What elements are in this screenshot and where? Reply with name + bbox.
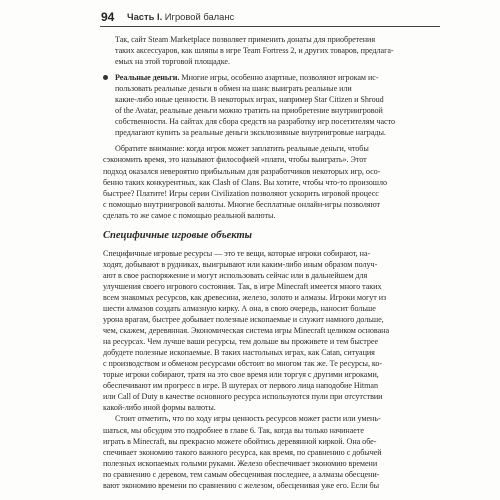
- text-line: Обратите внимание: когда игрок может заплатить реальные деньги, чтобы: [115, 144, 369, 154]
- closing-paragraph: [103, 413, 436, 490]
- section-paragraph: [103, 248, 436, 414]
- intro-paragraph: [103, 34, 436, 67]
- text-line: пользовать реальные деньги в обмен на шанс выиграть реальные или: [115, 84, 352, 94]
- text-line: шаться, мы обсудим это подробнее в главе 6. Так, когда вы только начинаете: [103, 425, 364, 435]
- part-label: Часть I.: [127, 11, 163, 22]
- text-line: бенно таких конкурентных, как Clash of Clans. Вы хотите, чтобы что-то произошло: [103, 177, 387, 187]
- page-number: 94: [101, 10, 115, 24]
- text-line: всем знакомых ресурсов, как древесина, железо, золото и алмазы. Игроки могут из: [103, 292, 387, 302]
- text-line: добудете полезные ископаемые. В таких настольных играх, как Catan, ситуация: [103, 348, 375, 358]
- section-heading: Специфичные игровые объекты: [103, 229, 252, 241]
- text-line: Специфичные игровые ресурсы — это те вещи, которые игроки собирают, на-: [103, 248, 371, 258]
- text-line: на ресурсах. Чем лучше ваши ресурсы, тем дольше вы проживете и тем быстрее: [103, 337, 379, 347]
- text-line: сделать то же самое с помощью реальной валюты.: [103, 210, 276, 220]
- text-line: ходят, добывают в рудниках, выигрывают или каким-либо иным образом получ-: [103, 259, 378, 269]
- text-line: чем, скажем, деревянная. Экономическая система игры Minecraft целиком основана: [103, 326, 390, 336]
- text-line: Так, сайт Steam Marketplace позволяет применить донаты для приобретения: [115, 35, 376, 44]
- text-line: играть в Minecraft, вы прекрасно можете обойтись деревянной киркой. Она обе-: [103, 436, 377, 446]
- text-line: ают в свое распоряжение и могут использовать сейчас или в дальнейшем для: [103, 270, 368, 280]
- page-header: [101, 10, 401, 26]
- text-line: спечивает экономию такого важного ресурса, как время, по сравнению с добычей: [103, 447, 382, 457]
- text-line: урона врагам, быстрее добывает полезные ископаемые и служит намного дольше,: [103, 315, 384, 325]
- text-line: таких аксессуаров, как шляпы в игре Team Fortress 2, и других товаров, предлага-: [115, 46, 394, 56]
- text-line: of the Avatar, реальные деньги можно тратить на приобретение внутриигровой: [115, 106, 383, 116]
- text-line: по сравнению с деревом, тем самым обесценивая последнее, а алмазы обесцени-: [103, 469, 380, 479]
- text-line: обеспечивают им прогресс в игре. В шутерах от первого лица наподобие Hitman: [103, 381, 378, 391]
- text-line: предлагают купить за реальные деньги эксклюзивные внутриигровые награды.: [115, 128, 386, 138]
- text-line: с помощью внутриигровой валюты. Многие бесплатные онлайн-игры позволяют: [103, 199, 381, 209]
- text-line: торые игроки собирают, тратя на это свое время или торгуя с другими игроками,: [103, 370, 379, 380]
- page-body: [103, 34, 436, 491]
- running-head: [127, 11, 234, 22]
- text-line: [103, 72, 436, 83]
- bullet-lead: Реальные деньги.: [115, 73, 180, 83]
- header-rule: [100, 26, 440, 27]
- text-line: с производством и обменом ресурсами обстоит во многом так же. Те ресурсы, ко-: [103, 359, 383, 369]
- text-line: емых на этой торговой площадке.: [115, 57, 230, 67]
- text-line: быстрее? Платите! Игры серии Civilization позволяют ускорить игровой процесс: [103, 188, 379, 198]
- text-line: Стоит отметить, что по ходу игры ценность ресурсов может расти или умень-: [115, 414, 381, 424]
- text-line: улучшения своего игрового состояния. Так, в игре Minecraft имеется много таких: [103, 281, 382, 291]
- text-line: подход оказался невероятно прибыльным для разработчиков некоторых игр, осо-: [103, 166, 381, 176]
- text-line: сэкономить время, это называют философией «плати, чтобы выиграть». Этот: [103, 155, 367, 165]
- text-line: какие-либо иные ценности. В некоторых играх, например Star Citizen и Shroud: [115, 95, 384, 105]
- part-title: Игровой баланс: [164, 11, 235, 22]
- text-line: или Call of Duty в качестве основного ресурса используются пули при отсутствии: [103, 392, 383, 402]
- text-line: какой-либо иной формы валюты.: [103, 403, 216, 413]
- bullet-item: [103, 72, 436, 138]
- attention-paragraph: [103, 143, 436, 220]
- text-line: шести алмазов создать алмазную кирку. А она, в свою очередь, наносит больше: [103, 303, 376, 313]
- bullet-first-line: Многие игры, особенно азартные, позволяют игрокам ис-: [179, 73, 379, 83]
- text-line: полезных ископаемых голыми руками. Железо обеспечивает экономию времени: [103, 458, 378, 468]
- text-line: собственности. На сайтах для сбора средств на разработку игр посетителям часто: [115, 117, 396, 127]
- text-line: вают экономию времени по сравнению с железом, обесценивая уже его. Если бы: [103, 480, 379, 490]
